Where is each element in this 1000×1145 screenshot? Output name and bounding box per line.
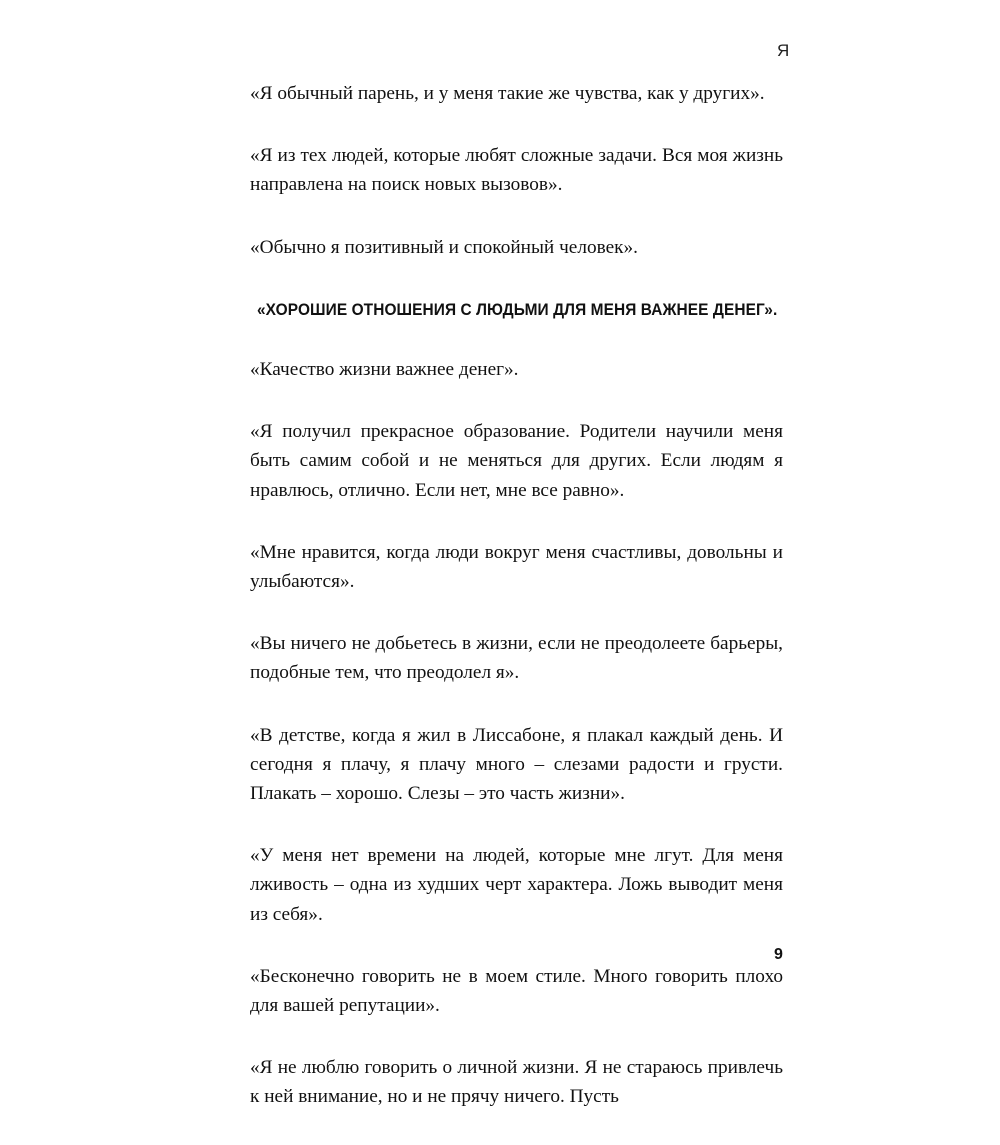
page-number: 9 [774, 946, 783, 963]
quote-paragraph: «Мне нравится, когда люди вокруг меня счастливы, довольны и улыбаются». [250, 541, 783, 593]
running-head: Я [777, 41, 790, 60]
quote-paragraph: «В детстве, когда я жил в Лиссабоне, я плакал каждый день. И сегодня я плачу, я плачу много – слезами радости и грусти. Плакать – хорошо. Слезы – это часть жизни». [250, 724, 783, 805]
page-body [250, 79, 783, 1145]
quote-paragraph: «Вы ничего не добьетесь в жизни, если не преодолеете барьеры, подобные тем, что преодолел я». [250, 633, 783, 684]
quote-paragraph: «Обычно я позитивный и спокойный человек». [250, 236, 638, 258]
quote-paragraph: «Я обычный парень, и у меня такие же чувства, как у других». [250, 83, 765, 104]
quote-paragraph: «У меня нет времени на людей, которые мне лгут. Для меня лживость – одна из худших черт характера. Ложь выводит меня из себя». [250, 845, 783, 925]
quote-paragraph-continued: «Я не люблю говорить о личной жизни. Я не стараюсь привлечь к ней внимание, но и не прячу ничего. Пусть [250, 1057, 783, 1108]
quote-paragraph: «Я получил прекрасное образование. Родители научили меня быть самим собой и не меняться для других. Если людям я нравлюсь, отлично. Если нет, мне все равно». [250, 421, 783, 501]
pull-quote-heading: «ХОРОШИЕ ОТНОШЕНИЯ С ЛЮДЬМИ ДЛЯ МЕНЯ ВАЖНЕЕ ДЕНЕГ». [257, 299, 778, 319]
quote-paragraph: «Я из тех людей, которые любят сложные задачи. Вся моя жизнь направлена на поиск новых вызовов». [250, 145, 783, 196]
quote-paragraph: «Бесконечно говорить не в моем стиле. Много говорить плохо для вашей репутации». [250, 965, 783, 1017]
quote-paragraph: «Качество жизни важнее денег». [250, 359, 519, 381]
